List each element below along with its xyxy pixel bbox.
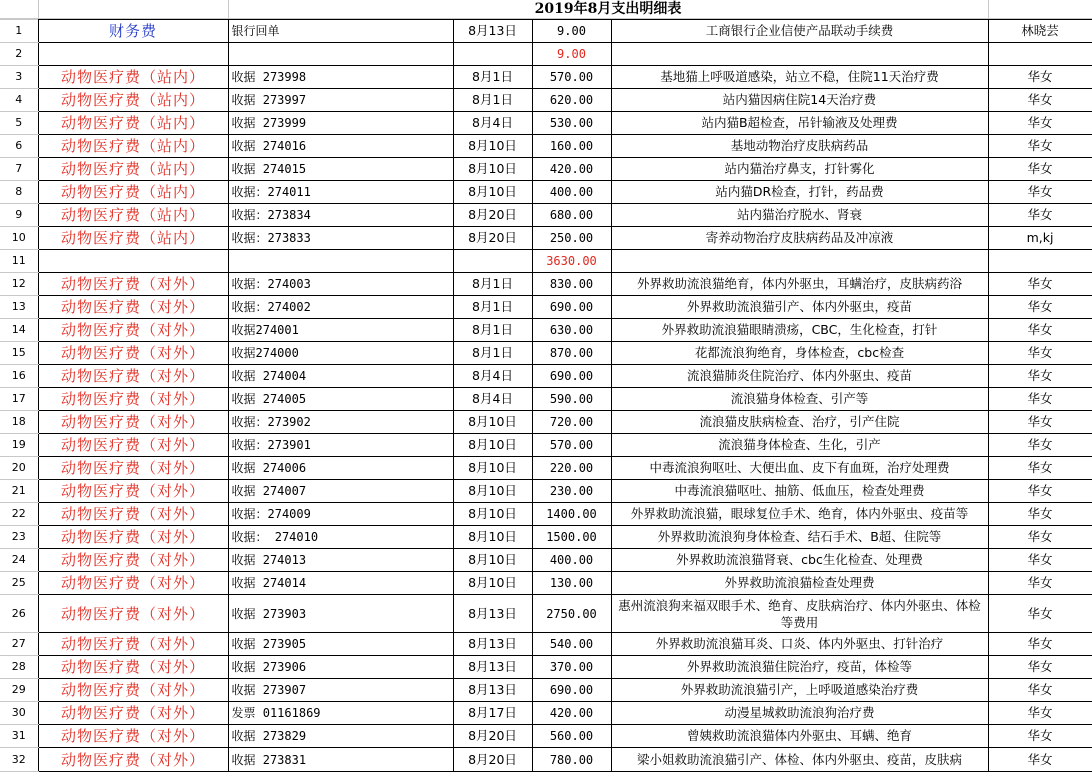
person-cell[interactable]: 华女	[988, 181, 1092, 204]
category-cell[interactable]: 动物医疗费（对外）	[38, 342, 228, 365]
date-cell[interactable]: 8月13日	[453, 595, 532, 633]
amount-cell[interactable]: 630.00	[532, 319, 611, 342]
date-cell[interactable]: 8月10日	[453, 434, 532, 457]
receipt-cell[interactable]: 收据 274014	[228, 572, 453, 595]
amount-cell[interactable]: 250.00	[532, 227, 611, 250]
amount-cell[interactable]: 680.00	[532, 204, 611, 227]
category-cell[interactable]: 动物医疗费（站内）	[38, 204, 228, 227]
description-cell[interactable]: 站内猫因病住院14天治疗费	[611, 89, 988, 112]
date-cell[interactable]: 8月4日	[453, 365, 532, 388]
person-cell[interactable]: 华女	[988, 656, 1092, 679]
row-number-cell[interactable]: 2	[0, 43, 38, 66]
table-row	[0, 457, 1092, 480]
receipt-cell[interactable]: 收据 274015	[228, 158, 453, 181]
date-cell[interactable]: 8月10日	[453, 181, 532, 204]
table-row	[0, 503, 1092, 526]
description-cell[interactable]: 站内猫治疗鼻支，打针雾化	[611, 158, 988, 181]
table-row	[0, 204, 1092, 227]
amount-cell[interactable]: 420.00	[532, 702, 611, 725]
amount-cell[interactable]: 870.00	[532, 342, 611, 365]
table-row	[0, 480, 1092, 503]
receipt-cell[interactable]: 收据：273902	[228, 411, 453, 434]
table-row	[0, 342, 1092, 365]
category-cell[interactable]: 动物医疗费（对外）	[38, 549, 228, 572]
description-cell[interactable]: 外界救助流浪猫检查处理费	[611, 572, 988, 595]
receipt-cell[interactable]: 收据274000	[228, 342, 453, 365]
date-cell[interactable]: 8月13日	[453, 20, 532, 43]
date-cell[interactable]: 8月13日	[453, 679, 532, 702]
amount-cell[interactable]: 530.00	[532, 112, 611, 135]
description-cell[interactable]: 站内猫DR检查，打针，药品费	[611, 181, 988, 204]
category-cell[interactable]: 动物医疗费（对外）	[38, 296, 228, 319]
amount-cell[interactable]: 720.00	[532, 411, 611, 434]
date-cell[interactable]: 8月10日	[453, 158, 532, 181]
person-cell[interactable]: 林晓芸	[988, 20, 1092, 43]
date-cell[interactable]: 8月1日	[453, 296, 532, 319]
person-cell[interactable]: 华女	[988, 457, 1092, 480]
person-cell[interactable]: 华女	[988, 595, 1092, 633]
date-cell[interactable]: 8月10日	[453, 572, 532, 595]
category-cell[interactable]: 动物医疗费（对外）	[38, 633, 228, 656]
table-row	[0, 296, 1092, 319]
table-row	[0, 158, 1092, 181]
receipt-cell[interactable]: 收据 273907	[228, 679, 453, 702]
date-cell[interactable]: 8月10日	[453, 480, 532, 503]
category-cell[interactable]: 动物医疗费（对外）	[38, 365, 228, 388]
person-cell[interactable]: 华女	[988, 480, 1092, 503]
category-cell[interactable]: 动物医疗费（站内）	[38, 227, 228, 250]
amount-cell[interactable]: 2750.00	[532, 595, 611, 633]
description-cell[interactable]: 外界救助流浪猫耳炎、口炎、体内外驱虫、打针治疗	[611, 633, 988, 656]
description-cell[interactable]: 流浪猫皮肤病检查、治疗，引产住院	[611, 411, 988, 434]
amount-cell[interactable]: 1400.00	[532, 503, 611, 526]
category-cell[interactable]: 动物医疗费（对外）	[38, 656, 228, 679]
row-number-cell[interactable]: 4	[0, 89, 38, 112]
receipt-cell[interactable]: 收据 273831	[228, 748, 453, 772]
person-cell[interactable]: 华女	[988, 748, 1092, 772]
date-cell[interactable]: 8月10日	[453, 411, 532, 434]
amount-cell[interactable]: 780.00	[532, 748, 611, 772]
amount-cell[interactable]: 690.00	[532, 296, 611, 319]
category-cell[interactable]: 动物医疗费（对外）	[38, 748, 228, 772]
person-cell[interactable]: 华女	[988, 296, 1092, 319]
person-cell[interactable]: 华女	[988, 503, 1092, 526]
row-number-cell[interactable]: 24	[0, 549, 38, 572]
person-cell[interactable]: 华女	[988, 158, 1092, 181]
description-cell[interactable]: 站内猫治疗脱水、肾衰	[611, 204, 988, 227]
row-number-cell[interactable]: 18	[0, 411, 38, 434]
table-row	[0, 526, 1092, 549]
row-number-cell[interactable]: 8	[0, 181, 38, 204]
person-cell[interactable]: 华女	[988, 365, 1092, 388]
row-number-cell[interactable]: 14	[0, 319, 38, 342]
description-cell[interactable]: 流浪猫身体检查、引产等	[611, 388, 988, 411]
amount-cell[interactable]: 620.00	[532, 89, 611, 112]
row-number-cell[interactable]: 23	[0, 526, 38, 549]
amount-cell[interactable]: 420.00	[532, 158, 611, 181]
amount-cell[interactable]: 570.00	[532, 434, 611, 457]
date-cell[interactable]: 8月20日	[453, 725, 532, 748]
person-cell[interactable]: 华女	[988, 549, 1092, 572]
date-cell[interactable]: 8月10日	[453, 457, 532, 480]
category-cell[interactable]: 动物医疗费（站内）	[38, 66, 228, 89]
receipt-cell[interactable]: 收据274001	[228, 319, 453, 342]
receipt-cell[interactable]	[228, 250, 453, 273]
category-cell[interactable]: 动物医疗费（站内）	[38, 158, 228, 181]
row-number-cell[interactable]: 12	[0, 273, 38, 296]
date-cell[interactable]: 8月10日	[453, 549, 532, 572]
receipt-cell[interactable]: 收据：273833	[228, 227, 453, 250]
category-cell[interactable]: 动物医疗费（对外）	[38, 480, 228, 503]
date-cell[interactable]: 8月10日	[453, 503, 532, 526]
row-number-cell[interactable]: 10	[0, 227, 38, 250]
category-cell[interactable]: 动物医疗费（站内）	[38, 181, 228, 204]
date-cell[interactable]: 8月13日	[453, 633, 532, 656]
person-cell[interactable]: 华女	[988, 572, 1092, 595]
receipt-cell[interactable]: 收据 274013	[228, 549, 453, 572]
person-cell[interactable]: 华女	[988, 112, 1092, 135]
category-cell[interactable]: 财务费	[38, 20, 228, 43]
receipt-cell[interactable]: 银行回单	[228, 20, 453, 43]
description-cell[interactable]: 动漫星城救助流浪狗治疗费	[611, 702, 988, 725]
amount-cell[interactable]: 400.00	[532, 181, 611, 204]
category-cell[interactable]: 动物医疗费（对外）	[38, 411, 228, 434]
row-number-cell[interactable]: 1	[0, 20, 38, 43]
description-cell[interactable]: 外界救助流浪猫引产、体内外驱虫，疫苗	[611, 296, 988, 319]
person-cell[interactable]: 华女	[988, 633, 1092, 656]
category-cell[interactable]: 动物医疗费（对外）	[38, 725, 228, 748]
row-number-cell[interactable]: 28	[0, 656, 38, 679]
amount-cell[interactable]: 690.00	[532, 365, 611, 388]
person-cell[interactable]: 华女	[988, 411, 1092, 434]
person-cell[interactable]: 华女	[988, 679, 1092, 702]
person-cell[interactable]: 华女	[988, 66, 1092, 89]
row-number-cell[interactable]: 19	[0, 434, 38, 457]
description-cell[interactable]	[611, 43, 988, 66]
row-number-cell[interactable]: 6	[0, 135, 38, 158]
person-cell[interactable]	[988, 250, 1092, 273]
description-cell[interactable]: 外界救助流浪狗身体检查、结石手术、B超、住院等	[611, 526, 988, 549]
person-cell[interactable]: 华女	[988, 89, 1092, 112]
title-row	[0, 0, 1092, 19]
date-cell[interactable]: 8月20日	[453, 748, 532, 772]
person-cell[interactable]: 华女	[988, 135, 1092, 158]
category-cell[interactable]: 动物医疗费（对外）	[38, 273, 228, 296]
person-cell[interactable]: 华女	[988, 725, 1092, 748]
amount-cell[interactable]: 220.00	[532, 457, 611, 480]
receipt-cell[interactable]: 收据 273903	[228, 595, 453, 633]
table-row	[0, 411, 1092, 434]
date-cell[interactable]: 8月1日	[453, 342, 532, 365]
table-row	[0, 250, 1092, 273]
receipt-cell[interactable]	[228, 43, 453, 66]
category-cell[interactable]: 动物医疗费（对外）	[38, 434, 228, 457]
table-row	[0, 135, 1092, 158]
description-cell[interactable]: 基地动物治疗皮肤病药品	[611, 135, 988, 158]
category-cell[interactable]: 动物医疗费（对外）	[38, 572, 228, 595]
description-cell[interactable]: 惠州流浪狗来福双眼手术、绝育、皮肤病治疗、体内外驱虫、体检等费用	[611, 595, 988, 633]
amount-cell[interactable]: 560.00	[532, 725, 611, 748]
description-cell[interactable]: 工商银行企业信使产品联动手续费	[611, 20, 988, 43]
category-cell[interactable]: 动物医疗费（对外）	[38, 388, 228, 411]
date-cell[interactable]: 8月13日	[453, 656, 532, 679]
category-cell[interactable]	[38, 43, 228, 66]
row-number-cell[interactable]: 5	[0, 112, 38, 135]
person-cell[interactable]: 华女	[988, 273, 1092, 296]
row-number-cell[interactable]: 11	[0, 250, 38, 273]
table-row	[0, 112, 1092, 135]
row-number-cell[interactable]: 20	[0, 457, 38, 480]
person-cell[interactable]	[988, 43, 1092, 66]
row-number-cell[interactable]: 29	[0, 679, 38, 702]
table-row	[0, 181, 1092, 204]
row-number-cell[interactable]: 17	[0, 388, 38, 411]
receipt-cell[interactable]: 收据 274007	[228, 480, 453, 503]
receipt-cell[interactable]: 收据 273999	[228, 112, 453, 135]
receipt-cell[interactable]: 收据：274011	[228, 181, 453, 204]
description-cell[interactable]: 流浪猫肺炎住院治疗、体内外驱虫、疫苗	[611, 365, 988, 388]
receipt-cell[interactable]: 发票 01161869	[228, 702, 453, 725]
description-cell[interactable]: 流浪猫身体检查、生化，引产	[611, 434, 988, 457]
amount-cell[interactable]: 830.00	[532, 273, 611, 296]
row-number-cell[interactable]: 9	[0, 204, 38, 227]
description-cell[interactable]	[611, 250, 988, 273]
receipt-cell[interactable]: 收据 273998	[228, 66, 453, 89]
amount-cell[interactable]: 1500.00	[532, 526, 611, 549]
amount-cell[interactable]: 370.00	[532, 656, 611, 679]
category-cell[interactable]: 动物医疗费（站内）	[38, 135, 228, 158]
description-cell[interactable]: 曾姨救助流浪猫体内外驱虫、耳螨、绝育	[611, 725, 988, 748]
description-cell[interactable]: 外界救助流浪猫住院治疗，疫苗，体检等	[611, 656, 988, 679]
row-number-cell[interactable]: 30	[0, 702, 38, 725]
amount-cell[interactable]: 130.00	[532, 572, 611, 595]
category-cell[interactable]: 动物医疗费（对外）	[38, 319, 228, 342]
table-row	[0, 365, 1092, 388]
amount-cell[interactable]: 690.00	[532, 679, 611, 702]
amount-cell[interactable]: 230.00	[532, 480, 611, 503]
date-cell[interactable]: 8月10日	[453, 135, 532, 158]
receipt-cell[interactable]: 收据 274004	[228, 365, 453, 388]
description-cell[interactable]: 寄养动物治疗皮肤病药品及冲凉液	[611, 227, 988, 250]
row-number-cell[interactable]: 3	[0, 66, 38, 89]
amount-cell[interactable]: 160.00	[532, 135, 611, 158]
date-cell[interactable]	[453, 250, 532, 273]
table-row	[0, 43, 1092, 66]
receipt-cell[interactable]: 收据 273829	[228, 725, 453, 748]
date-cell[interactable]: 8月1日	[453, 319, 532, 342]
receipt-cell[interactable]: 收据：273834	[228, 204, 453, 227]
receipt-cell[interactable]: 收据 273905	[228, 633, 453, 656]
table-row	[0, 549, 1092, 572]
category-cell[interactable]: 动物医疗费（对外）	[38, 679, 228, 702]
expense-table	[0, 19, 1092, 772]
table-row	[0, 748, 1092, 772]
row-number-cell[interactable]: 25	[0, 572, 38, 595]
table-row	[0, 20, 1092, 43]
table-row	[0, 702, 1092, 725]
row-number-cell[interactable]: 22	[0, 503, 38, 526]
table-row	[0, 227, 1092, 250]
row-number-cell[interactable]: 32	[0, 748, 38, 772]
amount-cell[interactable]: 3630.00	[532, 250, 611, 273]
receipt-cell[interactable]: 收据 274005	[228, 388, 453, 411]
category-cell[interactable]: 动物医疗费（对外）	[38, 526, 228, 549]
receipt-cell[interactable]: 收据： 274010	[228, 526, 453, 549]
date-cell[interactable]: 8月4日	[453, 112, 532, 135]
person-cell[interactable]: 华女	[988, 204, 1092, 227]
receipt-cell[interactable]: 收据 274006	[228, 457, 453, 480]
table-row	[0, 319, 1092, 342]
person-cell[interactable]: 华女	[988, 526, 1092, 549]
row-number-cell[interactable]: 26	[0, 595, 38, 633]
receipt-cell[interactable]: 收据：274009	[228, 503, 453, 526]
description-cell[interactable]: 中毒流浪狗呕吐、大便出血、皮下有血斑，治疗处理费	[611, 457, 988, 480]
date-cell[interactable]: 8月1日	[453, 273, 532, 296]
receipt-cell[interactable]: 收据 274016	[228, 135, 453, 158]
date-cell[interactable]: 8月1日	[453, 89, 532, 112]
person-cell[interactable]: 华女	[988, 342, 1092, 365]
table-row	[0, 89, 1092, 112]
receipt-cell[interactable]: 收据：274003	[228, 273, 453, 296]
date-cell[interactable]: 8月17日	[453, 702, 532, 725]
description-cell[interactable]: 中毒流浪猫呕吐、抽筋、低血压，检查处理费	[611, 480, 988, 503]
row-number-cell[interactable]: 16	[0, 365, 38, 388]
person-cell[interactable]: 华女	[988, 319, 1092, 342]
receipt-cell[interactable]: 收据 273997	[228, 89, 453, 112]
date-cell[interactable]: 8月4日	[453, 388, 532, 411]
description-cell[interactable]: 花都流浪狗绝育，身体检查，cbc检查	[611, 342, 988, 365]
table-row	[0, 656, 1092, 679]
category-cell[interactable]: 动物医疗费（对外）	[38, 457, 228, 480]
table-row	[0, 273, 1092, 296]
category-cell[interactable]: 动物医疗费（站内）	[38, 89, 228, 112]
sheet-title: 2019年8月支出明细表	[534, 1, 682, 17]
description-cell[interactable]: 外界救助流浪猫眼睛溃疡，CBC，生化检查，打针	[611, 319, 988, 342]
table-row	[0, 633, 1092, 656]
person-cell[interactable]: 华女	[988, 434, 1092, 457]
date-cell[interactable]: 8月20日	[453, 204, 532, 227]
row-header-corner	[0, 0, 39, 18]
description-cell[interactable]: 外界救助流浪猫，眼球复位手术、绝育，体内外驱虫、疫苗等	[611, 503, 988, 526]
amount-cell[interactable]: 540.00	[532, 633, 611, 656]
person-cell[interactable]: m,kj	[988, 227, 1092, 250]
date-cell[interactable]: 8月20日	[453, 227, 532, 250]
date-cell[interactable]: 8月10日	[453, 526, 532, 549]
description-cell[interactable]: 外界救助流浪猫肾衰、cbc生化检查、处理费	[611, 549, 988, 572]
category-cell[interactable]	[38, 250, 228, 273]
category-cell[interactable]: 动物医疗费（对外）	[38, 702, 228, 725]
table-row	[0, 595, 1092, 633]
description-cell[interactable]: 外界救助流浪猫引产，上呼吸道感染治疗费	[611, 679, 988, 702]
table-row	[0, 572, 1092, 595]
amount-cell[interactable]: 9.00	[532, 20, 611, 43]
amount-cell[interactable]: 570.00	[532, 66, 611, 89]
row-number-cell[interactable]: 21	[0, 480, 38, 503]
category-cell[interactable]: 动物医疗费（站内）	[38, 112, 228, 135]
person-cell[interactable]: 华女	[988, 388, 1092, 411]
description-cell[interactable]: 梁小姐救助流浪猫引产、体检、体内外驱虫、疫苗，皮肤病	[611, 748, 988, 772]
table-row	[0, 66, 1092, 89]
amount-cell[interactable]: 400.00	[532, 549, 611, 572]
category-cell[interactable]: 动物医疗费（对外）	[38, 503, 228, 526]
table-row	[0, 434, 1092, 457]
date-cell[interactable]	[453, 43, 532, 66]
receipt-cell[interactable]: 收据：273901	[228, 434, 453, 457]
table-row	[0, 679, 1092, 702]
description-cell[interactable]: 外界救助流浪猫绝育，体内外驱虫，耳螨治疗，皮肤病药浴	[611, 273, 988, 296]
category-cell[interactable]: 动物医疗费（对外）	[38, 595, 228, 633]
table-row	[0, 388, 1092, 411]
receipt-cell[interactable]: 收据：274002	[228, 296, 453, 319]
row-number-cell[interactable]: 7	[0, 158, 38, 181]
date-cell[interactable]: 8月1日	[453, 66, 532, 89]
table-row	[0, 725, 1092, 748]
description-cell[interactable]: 站内猫B超检查，吊针输液及处理费	[611, 112, 988, 135]
receipt-cell[interactable]: 收据 273906	[228, 656, 453, 679]
row-number-cell[interactable]: 31	[0, 725, 38, 748]
row-number-cell[interactable]: 13	[0, 296, 38, 319]
description-cell[interactable]: 基地猫上呼吸道感染，站立不稳，住院11天治疗费	[611, 66, 988, 89]
person-cell[interactable]: 华女	[988, 702, 1092, 725]
amount-cell[interactable]: 9.00	[532, 43, 611, 66]
amount-cell[interactable]: 590.00	[532, 388, 611, 411]
row-number-cell[interactable]: 27	[0, 633, 38, 656]
row-number-cell[interactable]: 15	[0, 342, 38, 365]
